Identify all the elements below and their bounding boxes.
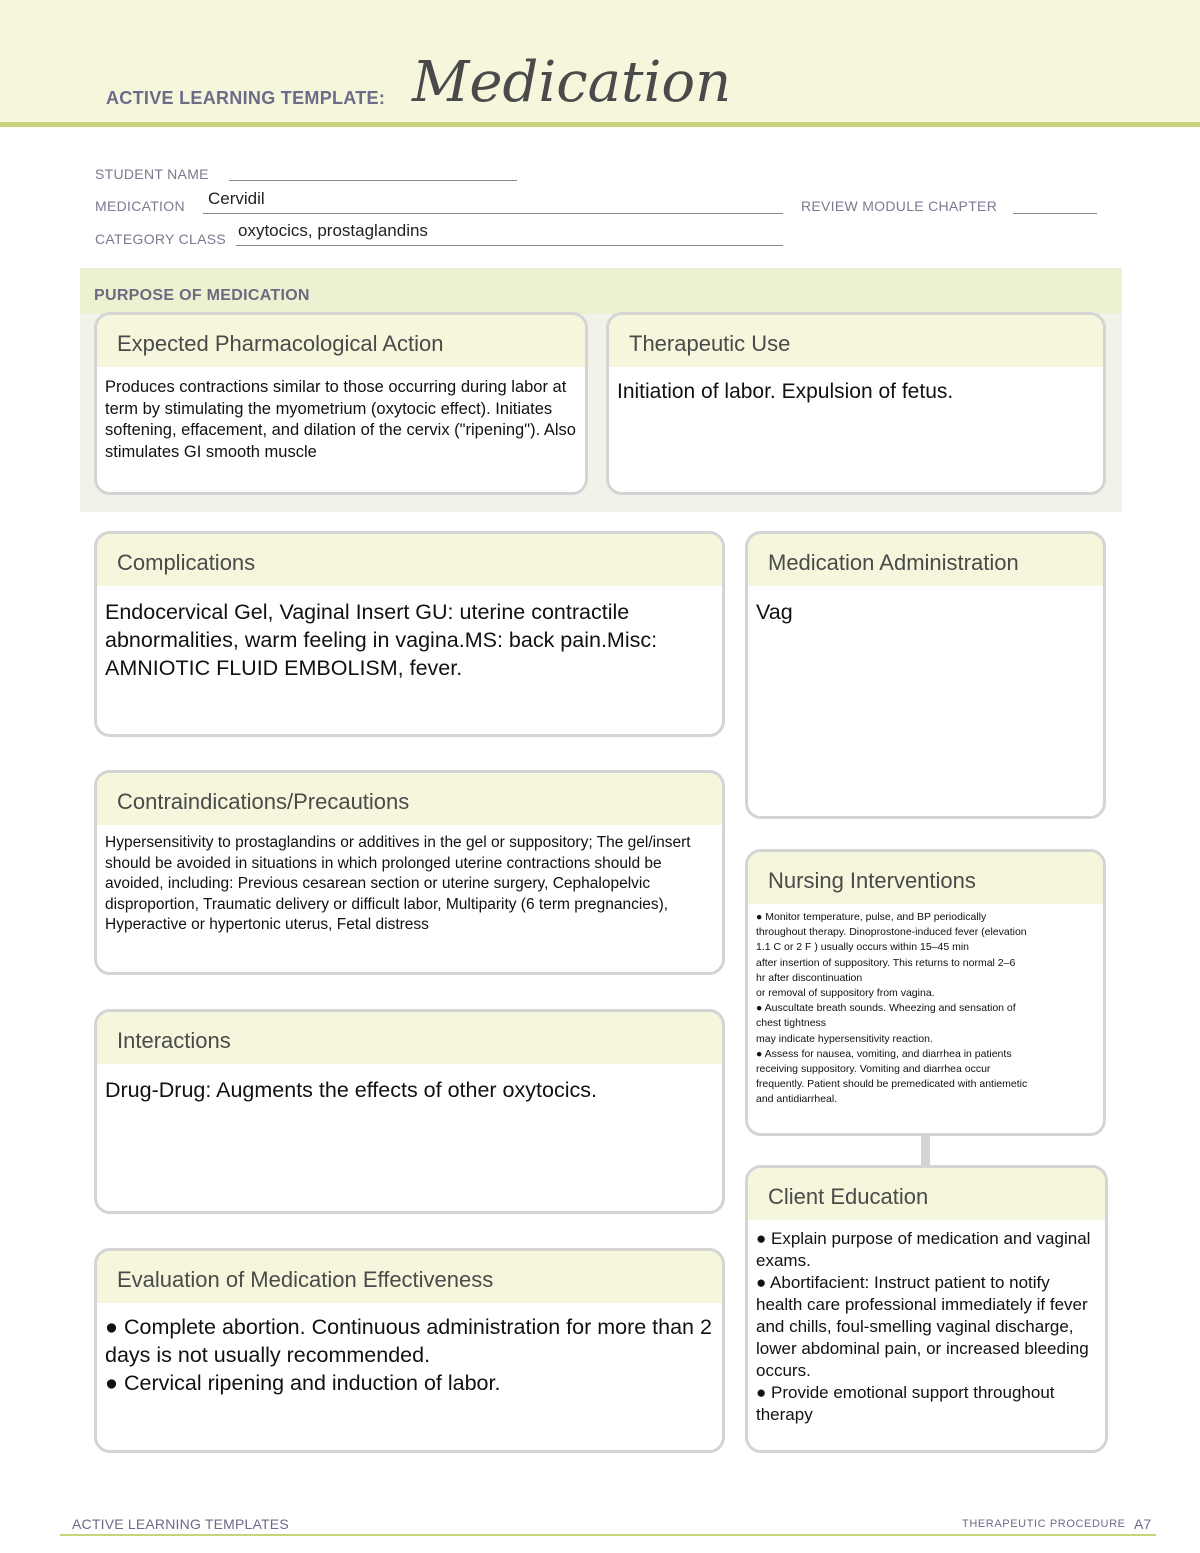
footer-rule bbox=[60, 1534, 1156, 1536]
nursing-line: may indicate hypersensitivity reaction. bbox=[756, 1032, 933, 1045]
contraindications-card bbox=[94, 770, 725, 975]
page-number: A7 bbox=[1134, 1516, 1152, 1532]
nursing-line: chest tightness bbox=[756, 1017, 827, 1030]
nursing-line: ● Auscultate breath sounds. Wheezing and sensation of bbox=[756, 1002, 1016, 1015]
evaluation-item: ● Cervical ripening and induction of labor. bbox=[105, 1371, 501, 1395]
expected-action-card bbox=[94, 312, 588, 495]
medication-line bbox=[203, 213, 783, 214]
student-name-line bbox=[229, 180, 517, 181]
interactions-card bbox=[94, 1009, 725, 1214]
nursing-interventions-list bbox=[748, 904, 1103, 1108]
client-education-list bbox=[748, 1220, 1105, 1426]
complications-title: Complications bbox=[97, 534, 722, 586]
nursing-line: throughout therapy. Dinoprostone-induced fever (elevation bbox=[756, 926, 1027, 939]
contraindications-text: Hypersensitivity to prostaglandins or additives in the gel or suppository; The gel/insert should be avoided in situations in which prolonged uterine contractions should be avoided, including: Previous cesarean section or uterine surgery, Cephalopelvic disproportion, Traumatic delivery or difficult labor, Multiparity (6 term pregnancies), Hyperactive or hypertonic uterus, Fetal distress bbox=[105, 834, 691, 933]
interactions-text: Drug-Drug: Augments the effects of other oxytocics. bbox=[105, 1078, 597, 1102]
nursing-line: and antidiarrheal. bbox=[756, 1093, 838, 1106]
complications-text: Endocervical Gel, Vaginal Insert GU: uterine contractile abnormalities, warm feeling in vagina.MS: back pain.Misc: AMNIOTIC FLUID EMBOLISM, fever. bbox=[105, 600, 658, 680]
page-title: Medication bbox=[412, 50, 732, 115]
evaluation-item: ● Complete abortion. Continuous administration for more than 2 days is not usually recommended. bbox=[105, 1315, 712, 1367]
footer-right-text: THERAPEUTIC PROCEDURE bbox=[962, 1518, 1126, 1530]
footer-left-text: ACTIVE LEARNING TEMPLATES bbox=[72, 1516, 289, 1532]
expected-action-text: Produces contractions similar to those occurring during labor at term by stimulating the myometrium (oxytocic effect). Initiates softening, effacement, and dilation of the cervix ("ripening"). Also stimulates GI smooth muscle bbox=[105, 378, 576, 461]
evaluation-list bbox=[97, 1303, 722, 1397]
complications-card bbox=[94, 531, 725, 737]
nursing-line: or removal of suppository from vagina. bbox=[756, 987, 935, 1000]
card-connector bbox=[921, 1134, 930, 1168]
template-label: ACTIVE LEARNING TEMPLATE: bbox=[106, 88, 386, 108]
client-education-title: Client Education bbox=[748, 1168, 1105, 1220]
expected-action-title: Expected Pharmacological Action bbox=[97, 315, 585, 367]
evaluation-title: Evaluation of Medication Effectiveness bbox=[97, 1251, 722, 1303]
nursing-line: after insertion of suppository. This returns to normal 2–6 bbox=[756, 956, 1016, 969]
administration-text: Vag bbox=[756, 600, 793, 624]
nursing-line: ● Monitor temperature, pulse, and BP periodically bbox=[756, 911, 987, 923]
administration-title: Medication Administration bbox=[748, 534, 1103, 586]
client-education-item: ● Explain purpose of medication and vaginal exams. bbox=[756, 1229, 1091, 1270]
evaluation-card bbox=[94, 1248, 725, 1453]
administration-card bbox=[745, 531, 1106, 819]
medication-label: MEDICATION bbox=[95, 198, 185, 214]
nursing-interventions-card bbox=[745, 849, 1106, 1136]
medication-field[interactable]: Cervidil bbox=[208, 189, 265, 208]
client-education-item: ● Provide emotional support throughout therapy bbox=[756, 1383, 1055, 1424]
client-education-item: ● Abortifacient: Instruct patient to notify health care professional immediately if fever and chills, foul-smelling vaginal discharge, lower abdominal pain, or increased bleeding occurs. bbox=[756, 1273, 1089, 1380]
nursing-line: frequently. Patient should be premedicated with antiemetic bbox=[756, 1078, 1028, 1091]
category-class-field[interactable]: oxytocics, prostaglandins bbox=[238, 221, 428, 240]
client-education-card bbox=[745, 1165, 1108, 1453]
contraindications-title: Contraindications/Precautions bbox=[97, 773, 722, 825]
purpose-label: PURPOSE OF MEDICATION bbox=[94, 287, 310, 304]
nursing-line: ● Assess for nausea, vomiting, and diarrhea in patients bbox=[756, 1047, 1012, 1060]
nursing-line: hr after discontinuation bbox=[756, 971, 863, 984]
therapeutic-use-card bbox=[606, 312, 1106, 495]
interactions-title: Interactions bbox=[97, 1012, 722, 1064]
header-rule bbox=[0, 122, 1200, 127]
therapeutic-use-text: Initiation of labor. Expulsion of fetus. bbox=[617, 380, 954, 403]
nursing-line: receiving suppository. Vomiting and diarrhea occur bbox=[756, 1063, 991, 1076]
nursing-interventions-title: Nursing Interventions bbox=[748, 852, 1103, 904]
review-module-line bbox=[1013, 213, 1097, 214]
student-name-label: STUDENT NAME bbox=[95, 166, 209, 182]
therapeutic-use-title: Therapeutic Use bbox=[609, 315, 1103, 367]
nursing-line: 1.1 C or 2 F ) usually occurs within 15–45 min bbox=[756, 941, 970, 954]
category-class-line bbox=[236, 245, 783, 246]
category-class-label: CATEGORY CLASS bbox=[95, 231, 227, 247]
review-module-label: REVIEW MODULE CHAPTER bbox=[801, 198, 998, 214]
